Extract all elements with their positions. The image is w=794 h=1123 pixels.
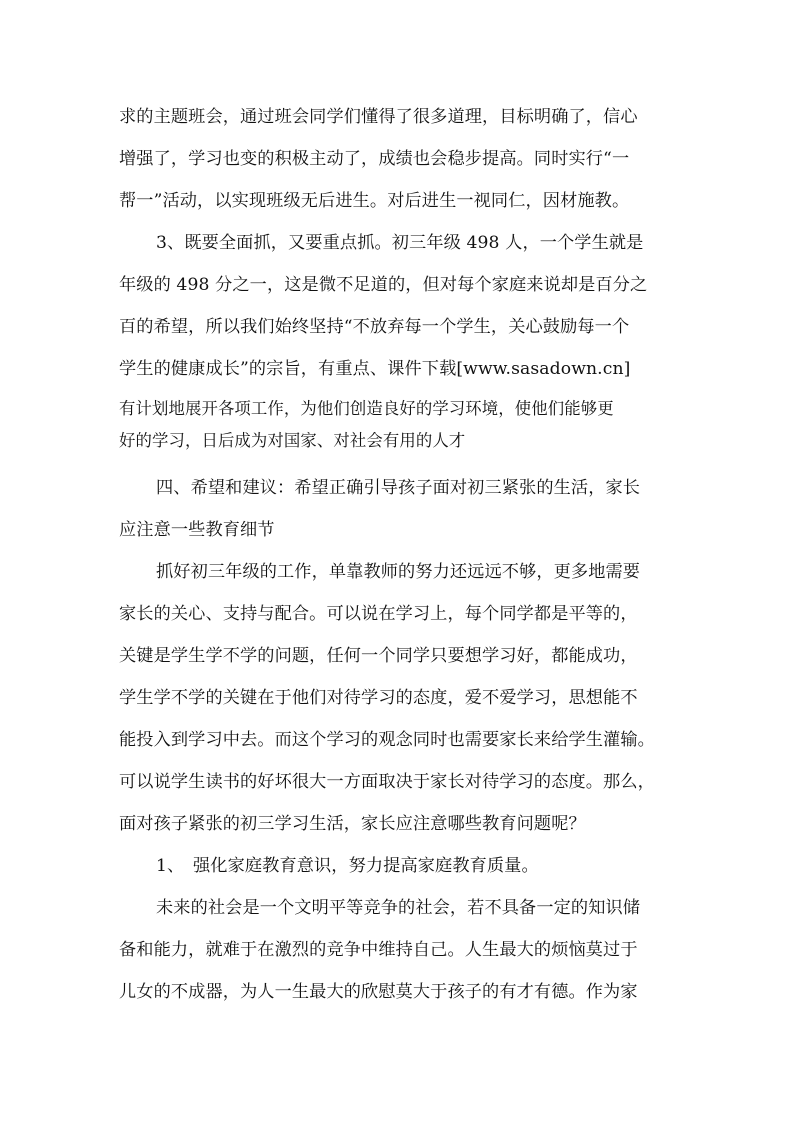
body-line: 备和能力，就难于在激烈的竞争中维持自己。人生最大的烦恼莫过于 xyxy=(119,940,638,960)
body-line: 家长的关心、支持与配合。可以说在学习上，每个同学都是平等的， xyxy=(119,604,638,624)
body-line: 帮一”活动，以实现班级无后进生。对后进生一视同仁，因材施教。 xyxy=(119,191,630,211)
body-line: 3、既要全面抓，又要重点抓。初三年级 498 人，一个学生就是 xyxy=(156,233,644,253)
body-line: 有计划地展开各项工作，为他们创造良好的学习环境，使他们能够更 xyxy=(119,399,614,418)
body-line: 学生的健康成长”的宗旨，有重点、课件下载[www.sasadown.cn] xyxy=(119,359,631,379)
body-line: 百的希望，所以我们始终坚持“不放弃每一个学生，关心鼓励每一个 xyxy=(119,317,630,337)
section-heading-continued: 应注意一些教育细节 xyxy=(119,520,275,540)
body-line: 能投入到学习中去。而这个学习的观念同时也需要家长来给学生灌输。 xyxy=(119,730,655,750)
body-line: 儿女的不成器，为人一生最大的欣慰莫大于孩子的有才有德。作为家 xyxy=(119,982,638,1002)
body-line: 年级的 498 分之一，这是微不足道的，但对每个家庭来说却是百分之 xyxy=(119,275,648,295)
body-line: 好的学习，日后成为对国家、对社会有用的人才 xyxy=(119,431,466,450)
section-heading: 四、希望和建议：希望正确引导孩子面对初三紧张的生活，家长 xyxy=(156,478,641,498)
body-line: 可以说学生读书的好坏很大一方面取决于家长对待学习的态度。那么， xyxy=(119,772,655,792)
body-line: 抓好初三年级的工作，单靠教师的努力还远远不够，更多地需要 xyxy=(156,562,641,582)
body-line: 求的主题班会，通过班会同学们懂得了很多道理，目标明确了，信心 xyxy=(119,107,638,127)
body-line: 未来的社会是一个文明平等竞争的社会，若不具备一定的知识储 xyxy=(156,898,641,918)
numbered-item: 1、 强化家庭教育意识，努力提高家庭教育质量。 xyxy=(156,856,539,876)
body-line: 面对孩子紧张的初三学习生活，家长应注意哪些教育问题呢？ xyxy=(119,814,586,834)
body-line: 学生学不学的关键在于他们对待学习的态度，爱不爱学习，思想能不 xyxy=(119,688,638,708)
body-line: 关键是学生学不学的问题，任何一个同学只要想学习好，都能成功， xyxy=(119,646,638,666)
body-line: 增强了，学习也变的积极主动了，成绩也会稳步提高。同时实行“一 xyxy=(119,149,630,169)
